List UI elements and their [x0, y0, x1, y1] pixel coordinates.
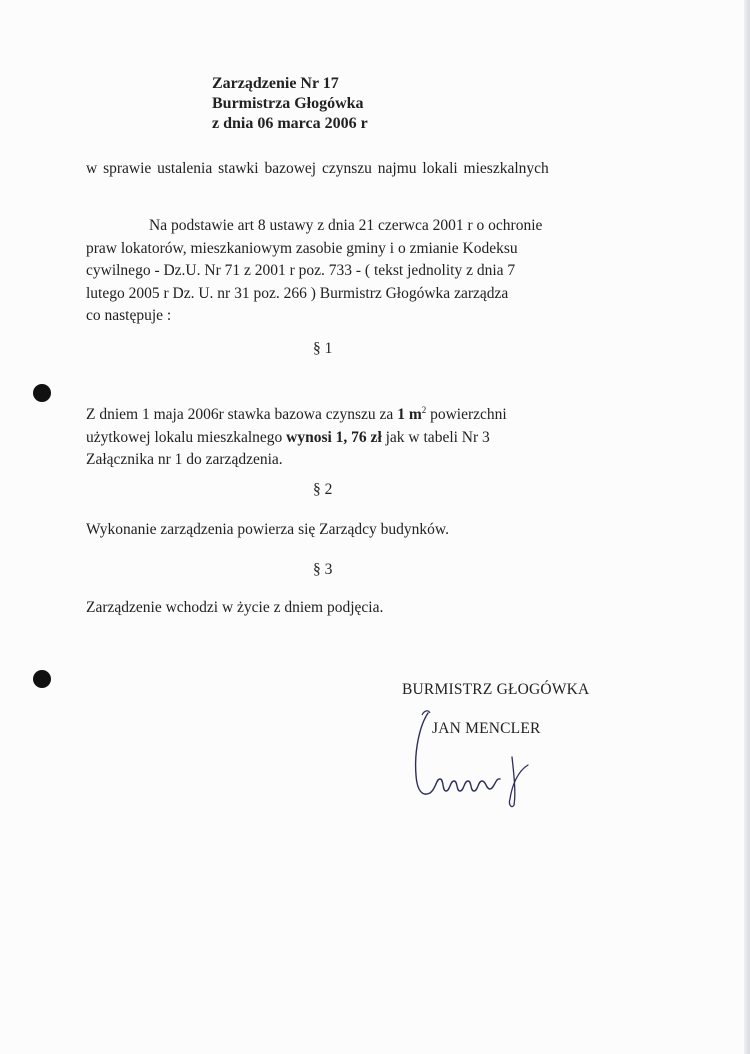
handwritten-signature: [400, 705, 540, 810]
section-1-line: [86, 427, 507, 450]
title-line-ordinance: Zarządzenie Nr 17: [212, 75, 339, 92]
preamble-line: cywilnego - Dz.U. Nr 71 z 2001 r poz. 733 - ( tekst jednolity z dnia 7: [86, 262, 516, 279]
preamble-line: co następuje :: [86, 307, 172, 324]
section-1-text: powierzchni: [426, 406, 507, 424]
preamble-line: lutego 2005 r Dz. U. nr 31 poz. 266 ) Burmistrz Głogówka zarządza: [86, 284, 509, 302]
section-3-text: Zarządzenie wchodzi w życie z dniem podjęcia.: [86, 599, 384, 616]
section-1-line: [86, 399, 507, 427]
punch-hole-bottom: [33, 670, 51, 688]
rate-value: wynosi 1, 76 zł: [286, 428, 382, 446]
area-unit-exponent: 2: [421, 405, 427, 415]
section-2-text: Wykonanie zarządzenia powierza się Zarządcy budynków.: [86, 521, 449, 538]
section-3-symbol: § 3: [313, 561, 333, 578]
section-1-line: Załącznika nr 1 do zarządzenia.: [86, 451, 283, 469]
section-1-text: jak w tabeli Nr 3: [381, 428, 490, 446]
page-edge-shadow: [744, 0, 750, 1054]
area-unit: 1 m: [397, 406, 422, 424]
signatory-name: JAN MENCLER: [432, 720, 541, 737]
preamble-line: Na podstawie art 8 ustawy z dnia 21 czerwca 2001 r o ochronie: [149, 217, 543, 234]
punch-hole-top: [33, 384, 51, 402]
section-2-symbol: § 2: [313, 481, 333, 498]
document-subject: w sprawie ustalenia stawki bazowej czynszu najmu lokali mieszkalnych: [86, 160, 549, 177]
title-line-issuer: Burmistrza Głogówka: [212, 95, 364, 112]
title-line-date: z dnia 06 marca 2006 r: [212, 115, 368, 132]
section-1-paragraph: [86, 399, 507, 472]
preamble-paragraph: [86, 215, 542, 328]
signatory-office: BURMISTRZ GŁOGÓWKA: [402, 681, 590, 698]
preamble-line: praw lokatorów, mieszkaniowym zasobie gminy i o zmianie Kodeksu: [86, 239, 518, 257]
section-1-text: użytkowej lokalu mieszkalnego: [86, 428, 287, 446]
document-title: [212, 74, 368, 134]
section-1-symbol: § 1: [313, 340, 333, 357]
section-1-text: Z dniem 1 maja 2006r stawka bazowa czynszu za: [86, 406, 398, 424]
